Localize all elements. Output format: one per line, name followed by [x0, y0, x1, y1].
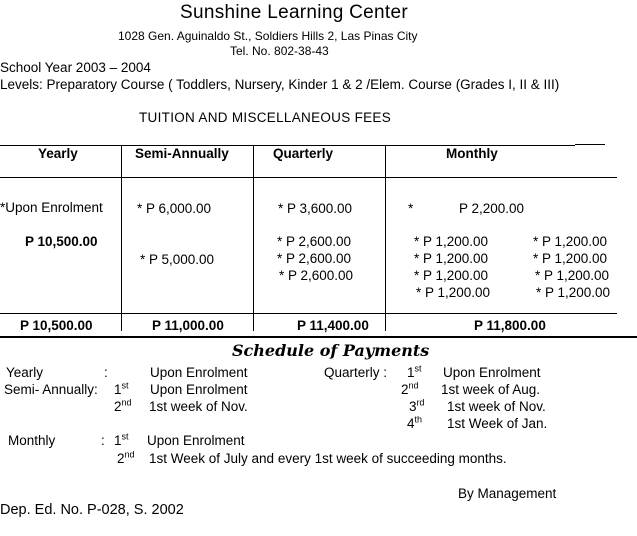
- schedule-semi-label: Semi- Annually:: [4, 382, 98, 397]
- schedule-q-ord2: 2nd: [401, 380, 419, 397]
- schedule-monthly-label: Monthly: [8, 433, 56, 448]
- col-semi-header: Semi-Annually: [135, 146, 229, 161]
- decorative-line: [575, 144, 605, 145]
- monthly-b-3: * P 1,200.00: [535, 268, 610, 283]
- schedule-q-upon: Upon Enrolment: [443, 365, 541, 380]
- monthly-b-2: * P 1,200.00: [533, 251, 608, 266]
- schedule-yearly-colon: :: [104, 365, 108, 380]
- schedule-monthly-colon: :: [101, 433, 105, 448]
- total-monthly: P 11,800.00: [474, 318, 546, 333]
- quarterly-4: * P 2,600.00: [279, 268, 354, 283]
- schedule-semi-second: 1st week of Nov.: [149, 399, 248, 414]
- schedule-semi-ord2: 2nd: [114, 397, 132, 414]
- total-quarterly: P 11,400.00: [297, 318, 369, 333]
- schedule-q4: 1st Week of Jan.: [447, 416, 548, 431]
- schedule-monthly-upon: Upon Enrolment: [147, 433, 245, 448]
- schedule-q-ord1: 1st: [407, 363, 422, 380]
- school-year: School Year 2003 – 2004: [0, 60, 151, 75]
- schedule-title: Schedule of Payments: [232, 341, 430, 360]
- schedule-yearly-upon: Upon Enrolment: [150, 365, 248, 380]
- schedule-semi-ord1: 1st: [114, 380, 129, 397]
- monthly-first-star: *: [408, 201, 414, 216]
- schedule-monthly-second: 1st Week of July and every 1st week of succeeding months.: [149, 451, 507, 466]
- fees-title: TUITION AND MISCELLANEOUS FEES: [139, 110, 392, 125]
- col-divider-3: [385, 145, 386, 331]
- schedule-q2: 1st week of Aug.: [441, 382, 541, 397]
- schedule-m-ord1: 1st: [114, 431, 129, 448]
- col-divider-2: [253, 145, 254, 331]
- monthly-b-1: * P 1,200.00: [533, 234, 608, 249]
- schedule-semi-upon: Upon Enrolment: [150, 382, 248, 397]
- col-yearly-header: Yearly: [38, 146, 78, 161]
- school-name: Sunshine Learning Center: [180, 2, 408, 23]
- levels: Levels: Preparatory Course ( Toddlers, Nursery, Kinder 1 & 2 /Elem. Course (Grades I, II & III): [0, 77, 560, 92]
- monthly-a-4: * P 1,200.00: [416, 285, 491, 300]
- yearly-amount: P 10,500.00: [25, 234, 98, 249]
- schedule-m-ord2: 2nd: [117, 449, 135, 466]
- school-tel: Tel. No. 802-38-43: [230, 44, 329, 58]
- total-yearly: P 10,500.00: [20, 318, 93, 333]
- header-bottom-line: [0, 177, 617, 178]
- schedule-top-line: [0, 336, 637, 338]
- monthly-a-2: * P 1,200.00: [414, 251, 489, 266]
- monthly-b-4: * P 1,200.00: [536, 285, 611, 300]
- col-monthly-header: Monthly: [446, 146, 498, 161]
- monthly-a-3: * P 1,200.00: [414, 268, 489, 283]
- col-quarterly-header: Quarterly: [273, 146, 334, 161]
- deped-number: Dep. Ed. No. P-028, S. 2002: [0, 502, 184, 518]
- school-address: 1028 Gen. Aguinaldo St., Soldiers Hills 2, Las Pinas City: [118, 29, 418, 43]
- schedule-q3: 1st week of Nov.: [447, 399, 546, 414]
- by-management: By Management: [458, 486, 557, 501]
- col-divider-1: [121, 145, 122, 331]
- schedule-q-ord4: 4th: [407, 414, 423, 431]
- schedule-q-ord3: 3rd: [409, 397, 425, 414]
- quarterly-2: * P 2,600.00: [277, 234, 352, 249]
- semi-first: * P 6,000.00: [137, 201, 212, 216]
- quarterly-3: * P 2,600.00: [277, 251, 352, 266]
- totals-top-line: [0, 313, 617, 314]
- yearly-upon-enrolment: *Upon Enrolment: [0, 200, 103, 215]
- monthly-a-1: * P 1,200.00: [414, 234, 489, 249]
- monthly-first: P 2,200.00: [459, 201, 525, 216]
- semi-second: * P 5,000.00: [140, 252, 215, 267]
- quarterly-1: * P 3,600.00: [278, 201, 353, 216]
- schedule-quarterly-label: Quarterly :: [324, 365, 388, 380]
- total-semi: P 11,000.00: [152, 318, 224, 333]
- schedule-yearly-label: Yearly: [6, 365, 44, 380]
